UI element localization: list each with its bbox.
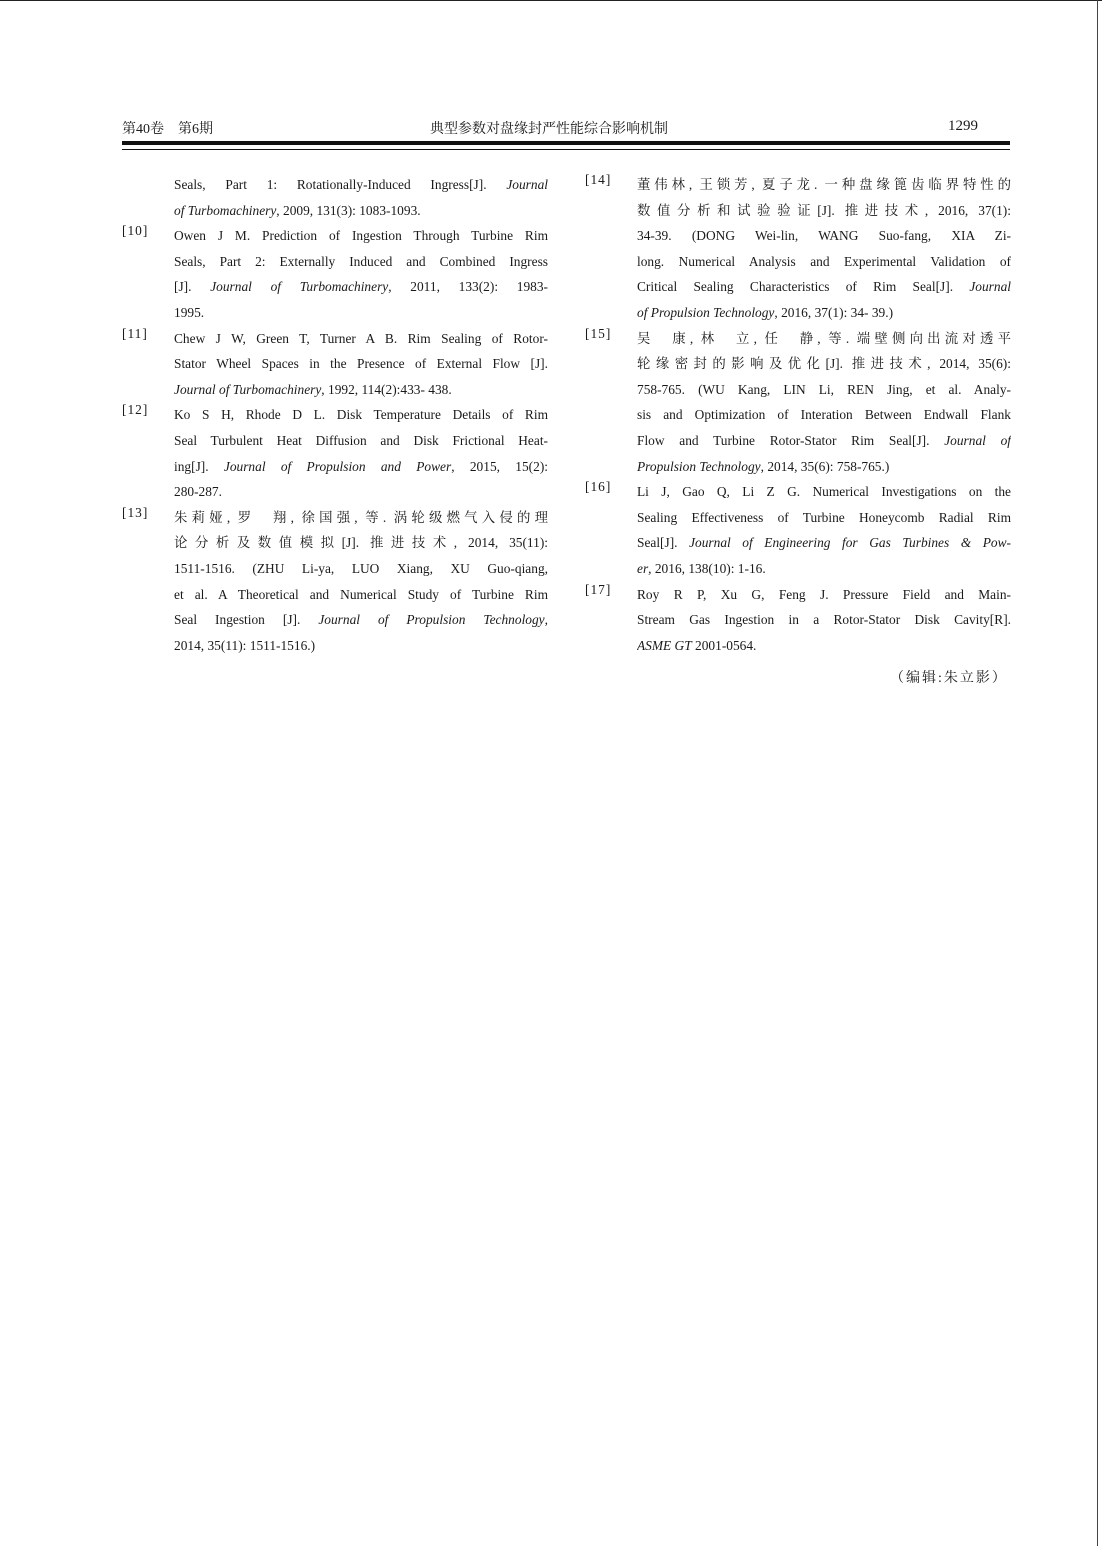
page-number: 1299 <box>948 118 978 134</box>
reference-line <box>637 633 1011 659</box>
reference-text: Critical Sealing Characteristics of Rim Seal[J]. <box>637 279 970 295</box>
reference-text: , 2015, 15(2): <box>451 458 548 474</box>
reference-number: [17] <box>585 581 612 597</box>
reference-number: [14] <box>585 172 612 187</box>
journal-title: Journal of <box>944 432 1011 448</box>
journal-title: Journal <box>506 177 548 192</box>
reference-text: Li J, Gao Q, Li Z G. Numerical Investigations on the <box>637 484 1011 500</box>
editor-note: （编辑:朱立影） <box>890 671 1008 686</box>
reference-line <box>637 479 1011 505</box>
reference-line <box>174 505 548 531</box>
reference-text: 2014, 35(11): 1511-1516.) <box>174 637 316 653</box>
reference-number: [10] <box>122 223 149 239</box>
reference-line <box>637 377 1011 403</box>
reference-text: long. Numerical Analysis and Experimental Validation of <box>637 253 1011 269</box>
reference-line <box>637 402 1011 428</box>
reference-number: [12] <box>122 402 149 418</box>
reference-text: Seals, Part 1: Rotationally-Induced Ingress[J]. <box>174 177 507 192</box>
journal-title: of Turbomachinery <box>174 202 277 218</box>
reference-line <box>174 223 548 249</box>
reference-text: Stream Gas Ingestion in a Rotor-Stator Disk Cavity[R]. <box>637 612 1011 628</box>
reference-number: [13] <box>122 504 149 520</box>
reference-line <box>174 326 548 352</box>
reference-entry <box>585 326 1023 480</box>
reference-text: Owen J M. Prediction of Ingestion Through Turbine Rim <box>174 228 548 244</box>
reference-text: Stator Wheel Spaces in the Presence of External Flow [J]. <box>174 356 548 372</box>
reference-number: [11] <box>122 325 148 341</box>
journal-title: er <box>637 560 649 576</box>
reference-line <box>174 300 548 326</box>
reference-text: , 2016, 138(10): 1-16. <box>648 560 766 576</box>
reference-line <box>637 351 1011 377</box>
reference-text: , 2014, 35(6): 758-765.) <box>760 458 890 474</box>
reference-line <box>174 633 548 659</box>
reference-text: 轮缘密封的影响及优化[J]. 推进技术, 2014, 35(6): <box>637 356 1011 372</box>
reference-line <box>637 556 1011 582</box>
reference-line <box>637 172 1011 198</box>
reference-line <box>637 428 1011 454</box>
running-title: 典型参数对盘缘封严性能综合影响机制 <box>430 122 668 137</box>
reference-text: Seal Turbulent Heat Diffusion and Disk Frictional Heat- <box>174 432 548 448</box>
reference-text: Sealing Effectiveness of Turbine Honeycomb Radial Rim <box>637 509 1011 525</box>
reference-line <box>637 274 1011 300</box>
reference-line <box>174 607 548 633</box>
reference-line <box>174 556 548 582</box>
reference-line <box>174 428 548 454</box>
reference-line <box>174 530 548 556</box>
reference-line <box>174 198 548 224</box>
journal-title: of Propulsion Technology <box>637 304 775 320</box>
reference-text: Seals, Part 2: Externally Induced and Combined Ingress <box>174 253 548 269</box>
reference-text: et al. A Theoretical and Numerical Study of Turbine Rim <box>174 586 548 602</box>
journal-title: ASME GT <box>637 637 692 653</box>
header-rule-thin <box>122 149 1010 150</box>
reference-line <box>174 479 548 505</box>
reference-line <box>637 607 1011 633</box>
reference-text: 朱莉娅, 罗 翔, 徐国强, 等. 涡轮级燃气入侵的理 <box>174 509 548 525</box>
reference-line <box>174 402 548 428</box>
reference-entry <box>122 326 560 403</box>
reference-text: 34-39. (DONG Wei-lin, WANG Suo-fang, XIA Zi- <box>637 228 1011 244</box>
reference-line <box>637 198 1011 224</box>
reference-entry <box>122 172 560 223</box>
reference-line <box>637 326 1011 352</box>
reference-text: Flow and Turbine Rotor-Stator Rim Seal[J]. <box>637 432 945 448</box>
reference-text: 2001-0564. <box>691 637 757 653</box>
journal-title: Journal of Engineering for Gas Turbines & Pow- <box>689 535 1011 551</box>
reference-text: 数值分析和试验验证[J]. 推进技术, 2016, 37(1): <box>637 202 1011 218</box>
volume-issue: 第40卷 第6期 <box>122 122 213 137</box>
reference-line <box>174 249 548 275</box>
reference-text: , 1992, 114(2):433- 438. <box>321 381 452 397</box>
reference-text: , 2011, 133(2): 1983- <box>388 279 548 295</box>
journal-title: Journal of Turbomachinery <box>174 381 322 397</box>
reference-line <box>174 377 548 403</box>
reference-entry <box>585 479 1023 581</box>
reference-text: Seal Ingestion [J]. <box>174 612 319 628</box>
reference-text: Roy R P, Xu G, Feng J. Pressure Field and Main- <box>637 586 1011 602</box>
reference-line <box>174 351 548 377</box>
reference-line <box>637 223 1011 249</box>
reference-text: 董伟林, 王锁芳, 夏子龙. 一种盘缘篦齿临界特性的 <box>637 177 1011 192</box>
journal-title: Journal of Turbomachinery <box>210 279 389 295</box>
reference-line <box>637 454 1011 480</box>
reference-line <box>637 582 1011 608</box>
reference-text: sis and Optimization of Interation Between Endwall Flank <box>637 407 1011 423</box>
reference-text: 758-765. (WU Kang, LIN Li, REN Jing, et al. Analy- <box>637 381 1011 397</box>
reference-entry <box>122 223 560 325</box>
reference-text: ing[J]. <box>174 458 224 474</box>
reference-entry <box>122 505 560 659</box>
reference-text: , 2016, 37(1): 34- 39.) <box>774 304 894 320</box>
reference-line <box>174 454 548 480</box>
header-rule-thick <box>122 141 1010 145</box>
page-border-right <box>1097 0 1098 1546</box>
reference-text: [J]. <box>174 279 211 295</box>
reference-entry <box>585 172 1023 326</box>
reference-text: 吴 康, 林 立, 任 静, 等. 端壁侧向出流对透平 <box>637 330 1011 346</box>
reference-line <box>637 505 1011 531</box>
reference-text: 280-287. <box>174 484 222 500</box>
journal-title: Journal of Propulsion and Power <box>223 458 452 474</box>
reference-entry <box>585 582 1023 659</box>
reference-line <box>174 274 548 300</box>
journal-title: Propulsion Technology <box>637 458 761 474</box>
journal-title: Journal of Propulsion Technology <box>318 612 545 628</box>
reference-line <box>637 300 1011 326</box>
reference-text: Seal[J]. <box>637 535 690 551</box>
reference-line <box>174 172 548 198</box>
reference-text: , 2009, 131(3): 1083-1093. <box>276 202 421 218</box>
reference-number: [16] <box>585 479 612 495</box>
reference-entry <box>122 402 560 504</box>
reference-line <box>637 530 1011 556</box>
reference-text: , <box>544 612 548 628</box>
references-right-column <box>585 172 1023 658</box>
reference-text: 1995. <box>174 304 205 320</box>
page-border-top <box>0 0 1102 1</box>
references-left-column <box>122 172 560 658</box>
reference-line <box>637 249 1011 275</box>
reference-text: Chew J W, Green T, Turner A B. Rim Sealing of Rotor- <box>174 330 548 346</box>
reference-number: [15] <box>585 325 612 341</box>
journal-title: Journal <box>969 279 1011 295</box>
reference-line <box>174 582 548 608</box>
reference-text: 1511-1516. (ZHU Li-ya, LUO Xiang, XU Guo-qiang, <box>174 560 548 576</box>
reference-text: Ko S H, Rhode D L. Disk Temperature Details of Rim <box>174 407 548 423</box>
reference-text: 论分析及数值模拟[J]. 推进技术, 2014, 35(11): <box>174 535 548 551</box>
